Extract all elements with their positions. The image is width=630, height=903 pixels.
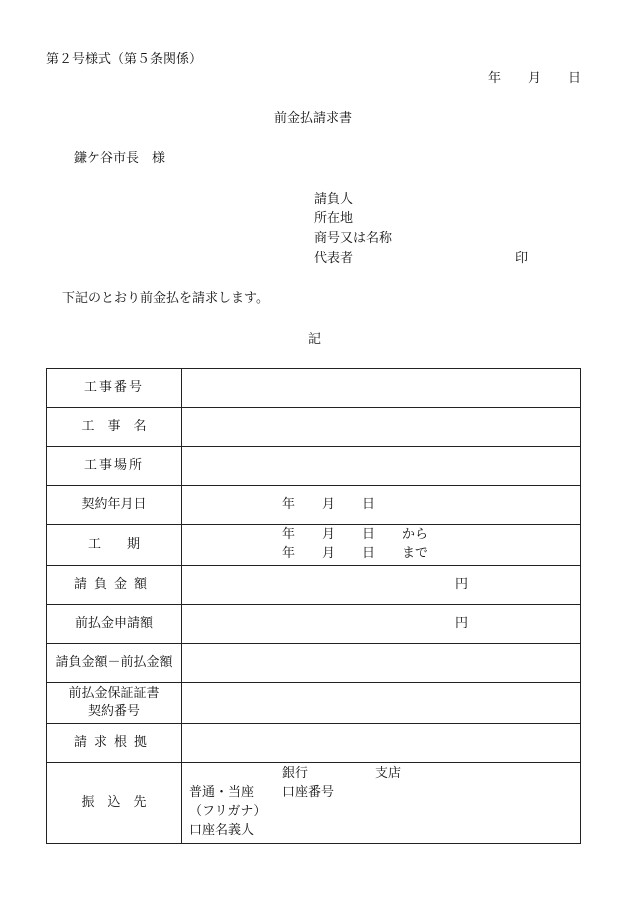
period-start-month: 月 — [322, 527, 336, 542]
construction-period-field[interactable] — [182, 525, 581, 566]
intro-text: 下記のとおり前金払を請求します。 — [62, 291, 269, 306]
furigana-label: （フリガナ） — [189, 804, 267, 819]
contract-amount-label: 請負金額 — [47, 566, 182, 605]
period-start-year: 年 — [282, 527, 296, 542]
account-number-label: 口座番号 — [282, 785, 335, 800]
period-end-year: 年 — [282, 546, 296, 561]
table-row — [47, 486, 581, 525]
contractor-label: 請負人 — [314, 192, 354, 207]
ki-heading: 記 — [308, 332, 322, 347]
seal-mark: 印 — [515, 251, 529, 266]
contract-month: 月 — [322, 497, 336, 512]
date-month-label: 月 — [528, 71, 542, 86]
period-start-day: 日 — [362, 527, 376, 542]
advance-request-yen: 円 — [455, 616, 469, 631]
table-row — [47, 525, 581, 566]
bank-label: 銀行 — [282, 766, 309, 781]
date-day-label: 日 — [568, 71, 582, 86]
period-end-day: 日 — [362, 546, 376, 561]
period-from: から — [402, 527, 429, 542]
construction-period-label: 工 期 — [47, 525, 182, 566]
construction-site-label: 工事場所 — [47, 447, 182, 486]
date-year-label: 年 — [488, 71, 502, 86]
table-row — [47, 408, 581, 447]
contract-amount-field[interactable] — [182, 566, 581, 605]
construction-name-label: 工 事 名 — [47, 408, 182, 447]
construction-name-field[interactable] — [182, 408, 581, 447]
contract-day: 日 — [362, 497, 376, 512]
balance-label: 請負金額－前払金額 — [47, 644, 182, 683]
guarantee-label-line2: 契約番号 — [87, 704, 140, 719]
transfer-destination-label: 振 込 先 — [47, 763, 182, 844]
table-row — [47, 447, 581, 486]
construction-site-field[interactable] — [182, 447, 581, 486]
table-row — [47, 605, 581, 644]
address-label: 所在地 — [314, 211, 354, 226]
transfer-destination-field[interactable] — [182, 763, 581, 844]
contract-date-field[interactable] — [182, 486, 581, 525]
contract-date-label: 契約年月日 — [47, 486, 182, 525]
table-row — [47, 683, 581, 724]
table-row — [47, 644, 581, 683]
construction-number-field[interactable] — [182, 369, 581, 408]
addressee: 鎌ケ谷市長 様 — [74, 151, 166, 166]
table-row — [47, 369, 581, 408]
table-row — [47, 566, 581, 605]
branch-label: 支店 — [375, 766, 402, 781]
account-type-label: 普通・当座 — [189, 785, 255, 800]
period-to: まで — [402, 546, 429, 561]
company-name-label: 商号又は名称 — [314, 231, 393, 246]
contract-amount-yen: 円 — [455, 577, 469, 592]
table-row — [47, 763, 581, 844]
account-holder-label: 口座名義人 — [189, 823, 255, 838]
construction-number-label: 工事番号 — [47, 369, 182, 408]
contract-year: 年 — [282, 497, 296, 512]
guarantee-label-line1: 前払金保証証書 — [68, 686, 160, 701]
document-title: 前金払請求書 — [274, 111, 353, 126]
guarantee-label — [47, 683, 182, 724]
advance-request-field[interactable] — [182, 605, 581, 644]
representative-label: 代表者 — [314, 251, 354, 266]
period-end-month: 月 — [322, 546, 336, 561]
request-basis-field[interactable] — [182, 724, 581, 763]
guarantee-field[interactable] — [182, 683, 581, 724]
advance-request-label: 前払金申請額 — [47, 605, 182, 644]
request-basis-label: 請求根拠 — [47, 724, 182, 763]
balance-field[interactable] — [182, 644, 581, 683]
request-table — [46, 368, 581, 844]
form-number: 第２号様式（第５条関係） — [46, 52, 203, 67]
table-row — [47, 724, 581, 763]
